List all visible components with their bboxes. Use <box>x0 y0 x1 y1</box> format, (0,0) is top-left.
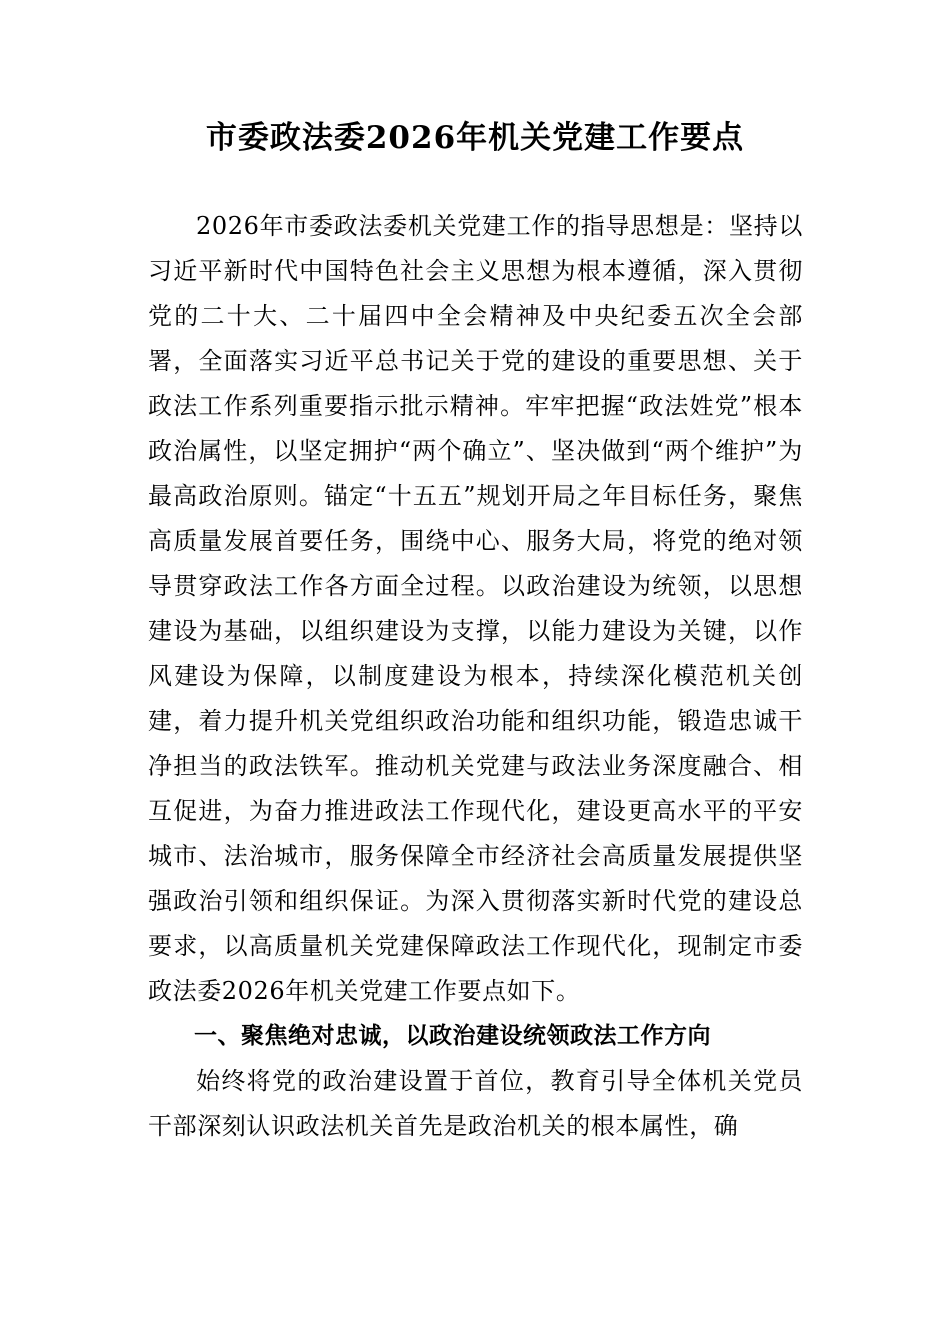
section-heading-1: 一、聚焦绝对忠诚，以政治建设统领政法工作方向 <box>194 1023 711 1049</box>
document-body <box>148 204 803 1149</box>
section-paragraph-1: 始终将党的政治建设置于首位，教育引导全体机关党员干部深刻认识政法机关首先是政治机关的根本属性，确 <box>148 1067 803 1140</box>
document-title: 市委政法委2026年机关党建工作要点 <box>205 120 745 156</box>
intro-paragraph: 2026年市委政法委机关党建工作的指导思想是：坚持以习近平新时代中国特色社会主义思想为根本遵循，深入贯彻党的二十大、二十届四中全会精神及中央纪委五次全会部署，全面落实习近平总书记关于党的建设的重要思想、关于政法工作系列重要指示批示精神。牢牢把握“政法姓党”根本政治属性，以坚定拥护“两个确立”、坚决做到“两个维护”为最高政治原则。锚定“十五五”规划开局之年目标任务，聚焦高质量发展首要任务，围绕中心、服务大局，将党的绝对领导贯穿政法工作各方面全过程。以政治建设为统领，以思想建设为基础，以组织建设为支撑，以能力建设为关键，以作风建设为保障，以制度建设为根本，持续深化模范机关创建，着力提升机关党组织政治功能和组织功能，锻造忠诚干净担当的政法铁军。推动机关党建与政法业务深度融合、相互促进，为奋力推进政法工作现代化，建设更高水平的平安城市、法治城市，服务保障全市经济社会高质量发展提供坚强政治引领和组织保证。为深入贯彻落实新时代党的建设总要求，以高质量机关党建保障政法工作现代化，现制定市委政法委2026年机关党建工作要点如下。 <box>148 212 803 1005</box>
